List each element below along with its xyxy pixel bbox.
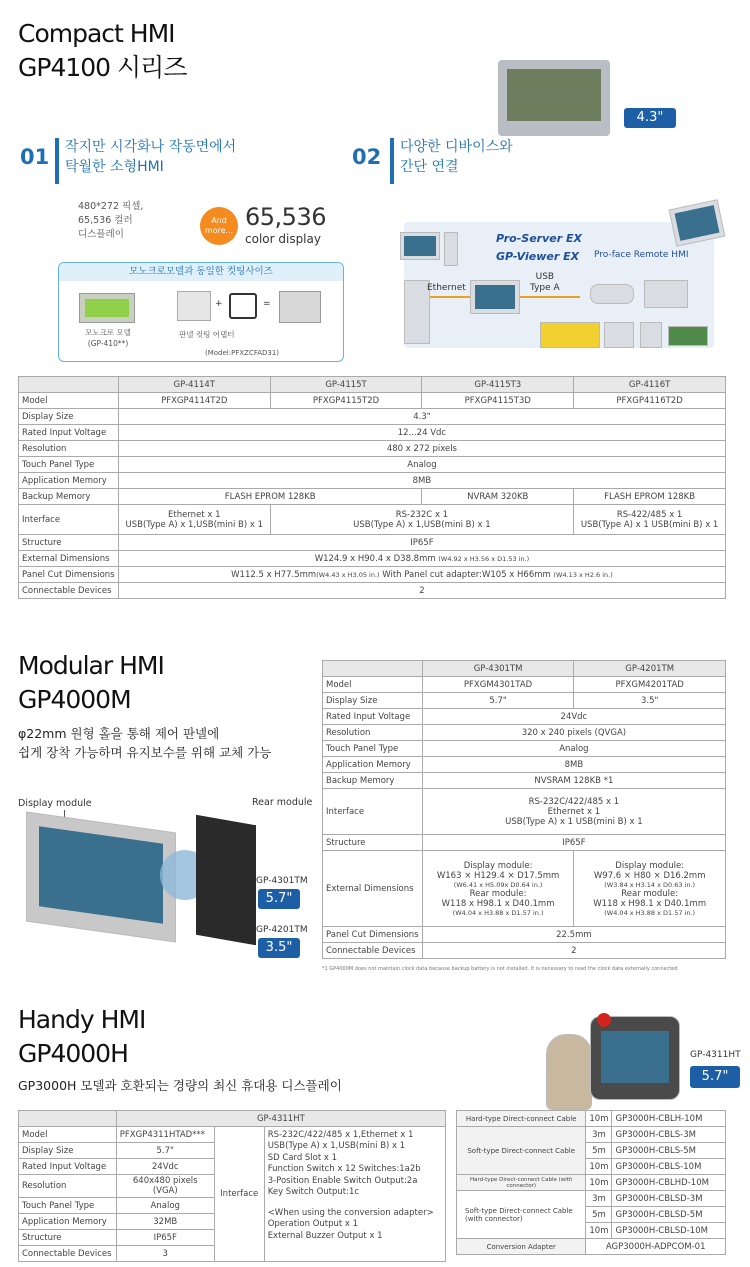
row-label: External Dimensions [323, 851, 423, 927]
cell-line: W118 x H98.1 x D40.1mm [441, 898, 555, 909]
cell: 24Vdc [116, 1159, 214, 1175]
pc-tower-image [444, 232, 458, 266]
cell: PFXGP4114T2D [118, 393, 270, 409]
cell: 3 [116, 1246, 214, 1262]
row-label: Application Memory [19, 1214, 117, 1230]
cell-line: W97.6 × H80 × D16.2mm [593, 870, 706, 881]
th-gp4301tm: GP-4301TM [422, 661, 574, 677]
color-display-label: color display [245, 232, 321, 246]
sensor-image [640, 322, 662, 348]
cell-line-small: (W6.41 x H5.09x D0.64 in.) [453, 880, 543, 889]
res-line1: 480*272 픽셀, [78, 201, 144, 212]
interface-label: Interface [214, 1127, 264, 1262]
rear-module-image [196, 815, 256, 946]
iface-line: Key Switch Output:1c [267, 1187, 360, 1198]
row-label: Model [19, 393, 119, 409]
row-label: Backup Memory [323, 773, 423, 789]
th-gp4201tm: GP-4201TM [574, 661, 726, 677]
row-label: Rated Input Voltage [19, 1159, 117, 1175]
cable-length: 10m [586, 1159, 612, 1175]
row-label: Touch Panel Type [323, 741, 423, 757]
cell: 22.5mm [422, 927, 725, 943]
handy-hmi-image [590, 1016, 680, 1100]
modular-title: Modular HMI [18, 651, 164, 680]
cable-table [456, 1110, 726, 1255]
modular-spec-table [322, 660, 726, 959]
panel-label: 판넬 컷팅 어댑터 [179, 330, 235, 339]
panel-cut-image [229, 293, 257, 319]
and-more-bubble [200, 207, 238, 245]
cell: 8MB [422, 757, 725, 773]
combined-image [279, 291, 321, 323]
handy-size-tag: 5.7" [690, 1066, 740, 1088]
modular-footnote: *1 GP4000M does not maintain clock data because backup battery is not installed. It is necessary to read the clock data externally connected [322, 966, 678, 972]
cell-text-small: (W4.92 x H3.56 x D1.53 in.) [438, 554, 530, 563]
rear-module-label: Rear module [252, 797, 313, 808]
cell [118, 551, 725, 567]
cell [574, 851, 726, 927]
cell-line: W163 × H129.4 × D17.5mm [436, 870, 560, 881]
cell: 2 [118, 583, 725, 599]
cable-model: GP3000H-CBLSD-3M [612, 1191, 726, 1207]
th-blank [323, 661, 423, 677]
row-label: Touch Panel Type [19, 1198, 117, 1214]
cell [118, 505, 270, 535]
row-label: Connectable Devices [19, 1246, 117, 1262]
cable-type: Conversion Adapter [457, 1239, 586, 1255]
handy-desc: GP3000H 모델과 호환되는 경량의 최신 휴대용 디스플레이 [18, 1078, 342, 1093]
cell-line: USB(Type A) x 1 USB(mini B) x 1 [505, 816, 643, 827]
equals-sign: = [263, 299, 271, 309]
cell: Analog [118, 457, 725, 473]
row-label: Connectable Devices [323, 943, 423, 959]
cell: PFXGP4311HTAD*** [116, 1127, 214, 1143]
row-label: Application Memory [323, 757, 423, 773]
cable-model: AGP3000H-ADPCOM-01 [586, 1239, 726, 1255]
cell-line: Display module: [463, 860, 533, 871]
ethernet-label: Ethernet [427, 283, 466, 293]
cell-line: RS-232C x 1 [395, 509, 449, 520]
iface-line: Function Switch x 12 Switches:1a2b [267, 1164, 421, 1175]
row-label: Interface [323, 789, 423, 835]
iface-line: External Buzzer Output x 1 [267, 1230, 383, 1241]
cable-length: 10m [586, 1175, 612, 1191]
cell [118, 567, 725, 583]
cell: Analog [422, 741, 725, 757]
cell-text-small: (W4.43 x H3.05 in.) [316, 570, 380, 579]
th-gp4116t: GP-4116T [574, 377, 726, 393]
res-line2: 65,536 컬러 [78, 214, 133, 226]
row-label: External Dimensions [19, 551, 119, 567]
color-count: 65,536 [245, 203, 326, 231]
feature-1-number: 01 [20, 145, 50, 169]
row-label: Connectable Devices [19, 583, 119, 599]
cell [422, 789, 725, 835]
cable-length: 5m [586, 1207, 612, 1223]
th-gp4115t: GP-4115T [270, 377, 422, 393]
th-blank [19, 1111, 117, 1127]
cell-line-small: (W3.84 x H3.14 x D0.63 in.) [604, 880, 696, 889]
cable-length: 3m [586, 1191, 612, 1207]
mono-model-image [79, 293, 135, 323]
cell: PFXGP4116T2D [574, 393, 726, 409]
feature-1-line1: 작지만 시각화나 작동면에서 [65, 139, 237, 155]
mono-box [58, 262, 344, 362]
cable-model: GP3000H-CBLH-10M [612, 1111, 726, 1127]
cell: Analog [116, 1198, 214, 1214]
iface-spacer [268, 1199, 442, 1208]
cell: 4.3" [118, 409, 725, 425]
gp4201tm-label: GP-4201TM [256, 925, 308, 935]
cell: 5.7" [422, 693, 574, 709]
compact-subtitle: GP4100 시리즈 [18, 53, 187, 82]
cell: IP65F [118, 535, 725, 551]
row-label: Structure [323, 835, 423, 851]
device-image [644, 280, 688, 308]
pc-monitor-image [400, 232, 440, 260]
handy-model-label: GP-4311HT [690, 1050, 741, 1060]
feature-2-line2: 간단 연결 [400, 158, 459, 175]
feature-2-bar [390, 138, 394, 184]
cable-type: Hard-type Direct-connect Cable (with connector) [457, 1175, 586, 1191]
iface-line: Operation Output x 1 [267, 1219, 359, 1230]
th-blank [19, 377, 119, 393]
iface-line: RS-232C/422/485 x 1,Ethernet x 1 [267, 1130, 414, 1140]
res-line3: 디스플레이 [78, 228, 124, 240]
cell-line: Rear module: [621, 888, 679, 899]
row-label: Resolution [323, 725, 423, 741]
row-label: Display Size [323, 693, 423, 709]
cell: 8MB [118, 473, 725, 489]
hand-image [546, 1034, 592, 1110]
cell-line: RS-232C/422/485 x 1 [528, 796, 620, 807]
plus-sign: + [215, 299, 223, 309]
cell: PFXGM4301TAD [422, 677, 574, 693]
pro-server-label: Pro-Server EX [496, 232, 582, 245]
cell-line: RS-422/485 x 1 [616, 509, 683, 520]
display-module-label: Display module [18, 798, 92, 809]
mono-label1: 모노크로 모델 [85, 328, 131, 337]
cell-text-small: (W4.13 x H2.6 in.) [553, 570, 613, 579]
panel-model: (Model:PFXZCFAD31) [205, 349, 280, 357]
gp4301tm-size: 5.7" [258, 889, 300, 909]
cell-line: USB(Type A) x 1,USB(mini B) x 1 [125, 519, 264, 530]
row-label: Model [323, 677, 423, 693]
cell: PFXGP4115T3D [422, 393, 574, 409]
cell: NVRAM 320KB [422, 489, 574, 505]
gp4201tm-size: 3.5" [258, 938, 300, 958]
cell-text: W112.5 x H77.5mm [231, 569, 317, 580]
row-label: Backup Memory [19, 489, 119, 505]
row-label: Display Size [19, 409, 119, 425]
cable-length: 3m [586, 1127, 612, 1143]
cell [270, 505, 574, 535]
th-gp4115t3: GP-4115T3 [422, 377, 574, 393]
cell: NVSRAM 128KB *1 [422, 773, 725, 789]
cell: 640x480 pixels (VGA) [116, 1175, 214, 1198]
row-label: Resolution [19, 1175, 117, 1198]
cell-line: Display module: [615, 860, 685, 871]
cable-type: Hard-type Direct-connect Cable [457, 1111, 586, 1127]
iface-line: 3-Position Enable Switch Output:2a [267, 1175, 418, 1186]
iface-line: <When using the conversion adapter> [267, 1207, 434, 1218]
cable-model: GP3000H-CBLHD-10M [612, 1175, 726, 1191]
cell-line: Ethernet x 1 [547, 806, 601, 817]
bubble-line2: more... [204, 225, 234, 235]
cell: IP65F [422, 835, 725, 851]
board-image [668, 326, 708, 346]
cell [574, 505, 726, 535]
cell-line: Ethernet x 1 [168, 509, 221, 520]
cell: 480 x 272 pixels [118, 441, 725, 457]
feature-1-bar [55, 138, 59, 184]
cell: 32MB [116, 1214, 214, 1230]
usb-label1: USB [535, 272, 555, 282]
cable-model: GP3000H-CBLSD-10M [612, 1223, 726, 1239]
cable-length: 5m [586, 1143, 612, 1159]
row-label: Panel Cut Dimensions [19, 567, 119, 583]
cable-type [457, 1191, 586, 1239]
cell: 2 [422, 943, 725, 959]
cell-line: Rear module: [469, 888, 527, 899]
feature-2-number: 02 [352, 145, 382, 169]
feature-2-line1: 다양한 디바이스와 [400, 139, 513, 155]
iface-line: SD Card Slot x 1 [267, 1152, 338, 1163]
mono-label2: (GP-410**) [87, 339, 129, 349]
iface-line: USB(Type A) x 1,USB(mini B) x 1 [267, 1141, 406, 1152]
ethernet-line [430, 296, 470, 298]
cell: 320 x 240 pixels (QVGA) [422, 725, 725, 741]
cell-line: USB(Type A) x 1 USB(mini B) x 1 [580, 519, 719, 530]
modular-subtitle: GP4000M [18, 685, 131, 714]
cable-model: GP3000H-CBLS-10M [612, 1159, 726, 1175]
cell-line: USB(Type A) x 1,USB(mini B) x 1 [353, 519, 491, 530]
row-label: Touch Panel Type [19, 457, 119, 473]
cell-line: W118 x H98.1 x D40.1mm [593, 898, 707, 909]
cable-length: 10m [586, 1223, 612, 1239]
cable-model: GP3000H-CBLSD-5M [612, 1207, 726, 1223]
compact-spec-table [18, 376, 726, 599]
size-tag: 4.3" [624, 108, 676, 128]
modular-desc1: φ22mm 원형 홀을 통해 제어 판넬에 [18, 726, 220, 741]
cell [422, 851, 574, 927]
cell-line-small: (W4.04 x H3.88 x D1.57 in.) [604, 908, 696, 917]
usb-line [520, 296, 580, 298]
cable-model: GP3000H-CBLS-3M [612, 1127, 726, 1143]
handy-subtitle: GP4000H [18, 1039, 128, 1068]
row-label: Application Memory [19, 473, 119, 489]
row-label: Resolution [19, 441, 119, 457]
row-label: Rated Input Voltage [19, 425, 119, 441]
cable-length: 10m [586, 1111, 612, 1127]
row-label: Rated Input Voltage [323, 709, 423, 725]
gp4100-product-image [498, 60, 610, 136]
handy-spec-table [18, 1110, 446, 1262]
display-module-image [26, 811, 176, 942]
compact-title: Compact HMI [18, 19, 175, 48]
cell: 3.5" [574, 693, 726, 709]
th-gp4311ht: GP-4311HT [116, 1111, 445, 1127]
gp4301tm-label: GP-4301TM [256, 876, 308, 886]
cable-type: Soft-type Direct-connect Cable [457, 1127, 586, 1175]
cable-type-line: (with connector) [465, 1214, 523, 1223]
row-label: Structure [19, 1230, 117, 1246]
cable-type-line: Soft-type Direct-connect Cable [465, 1206, 573, 1215]
cell: PFXGM4201TAD [574, 677, 726, 693]
cell: IP65F [116, 1230, 214, 1246]
cell: 12...24 Vdc [118, 425, 725, 441]
mono-box-title: 모노크로모델과 동일한 컷팅사이즈 [59, 263, 343, 281]
barcode-reader-image [590, 284, 634, 304]
cell-text: With Panel cut adapter:W105 x H66mm [382, 569, 551, 580]
gp4100-small-image [470, 280, 520, 314]
row-label: Panel Cut Dimensions [323, 927, 423, 943]
cell: 5.7" [116, 1143, 214, 1159]
cell: FLASH EPROM 128KB [118, 489, 422, 505]
cell: 24Vdc [422, 709, 725, 725]
plc-image [540, 322, 600, 348]
th-gp4114t: GP-4114T [118, 377, 270, 393]
usb-label2: Type A [530, 282, 560, 293]
cable-model: GP3000H-CBLS-5M [612, 1143, 726, 1159]
cell-text: W124.9 x H90.4 x D38.8mm [314, 553, 436, 564]
cell-line-small: (W4.04 x H3.88 x D1.57 in.) [452, 908, 544, 917]
remote-hmi-label: Pro-face Remote HMI [594, 250, 689, 260]
row-label: Interface [19, 505, 119, 535]
adapter-image [177, 291, 211, 321]
cell: PFXGP4115T2D [270, 393, 422, 409]
bubble-line1: And [211, 216, 227, 225]
cell: FLASH EPROM 128KB [574, 489, 726, 505]
feature-1-line2: 탁월한 소형HMI [65, 158, 164, 175]
gp-viewer-label: GP-Viewer EX [496, 250, 580, 263]
modular-desc2: 쉽게 장착 가능하며 유지보수를 위해 교체 가능 [18, 745, 272, 761]
handy-title: Handy HMI [18, 1005, 146, 1034]
row-label: Display Size [19, 1143, 117, 1159]
row-label: Structure [19, 535, 119, 551]
row-label: Model [19, 1127, 117, 1143]
io-image [604, 322, 634, 348]
interface-cell [264, 1127, 445, 1262]
tablet-image [669, 199, 726, 247]
